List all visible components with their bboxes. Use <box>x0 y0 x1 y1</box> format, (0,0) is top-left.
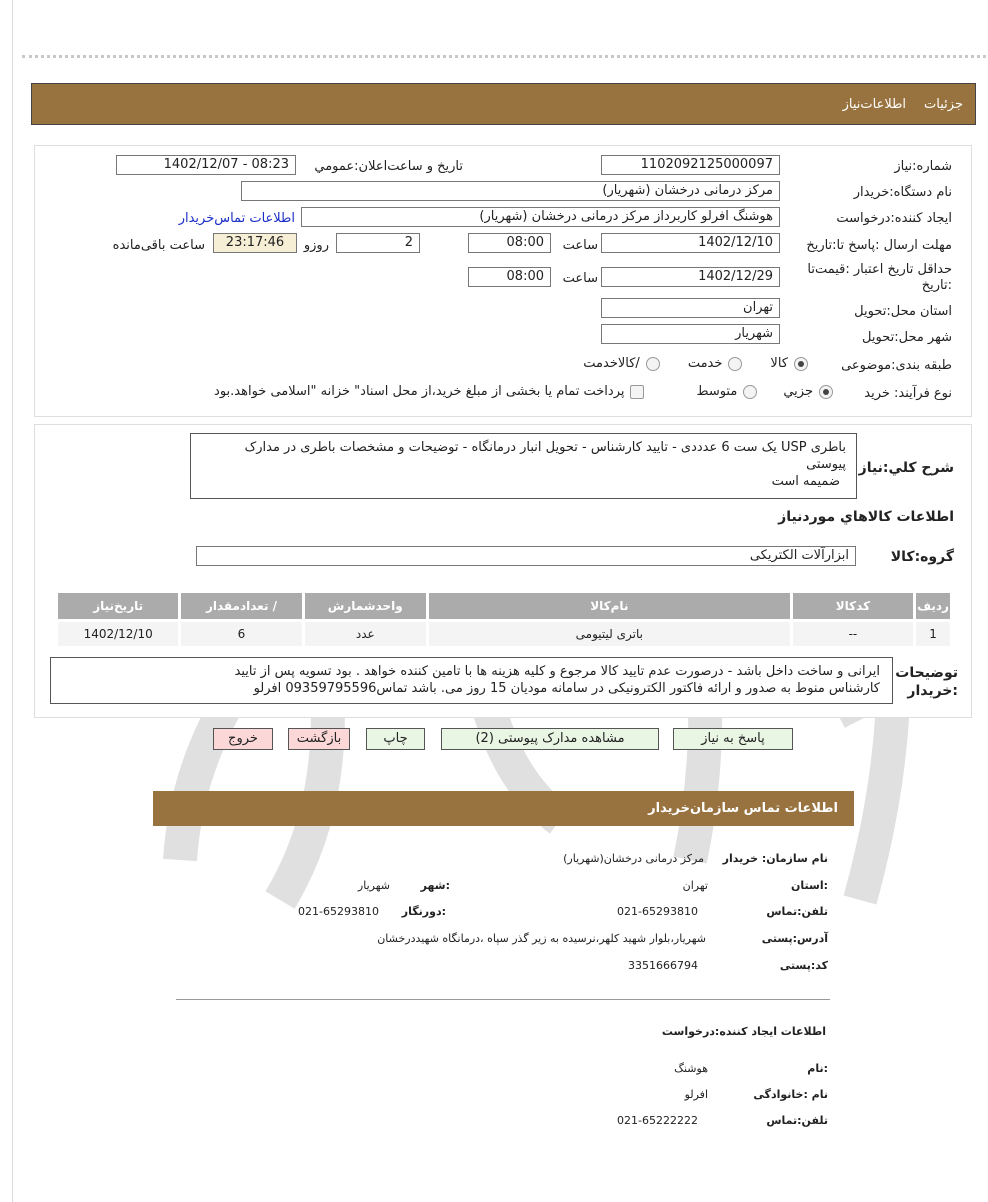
creator-family-value: افرلو <box>684 1088 708 1101</box>
summary-box <box>190 433 857 499</box>
validity-label: حداقل تاریخ اعتبار :قیمت‌تا :تاریخ <box>807 262 952 293</box>
table-row <box>58 622 950 646</box>
org-name-value: مرکز درمانی درخشان(شهریار) <box>563 852 704 865</box>
announce-date-field: 1402/12/07 - 08:23 <box>116 155 296 175</box>
creator-phone-label: تلفن:تماس <box>766 1114 828 1127</box>
countdown-timer: 23:17:46 <box>213 233 297 253</box>
days-field: 2 <box>336 233 420 253</box>
goods-info-heading: اطلاعات کالاهاي موردنیاز <box>778 509 954 525</box>
buyer-contact-link[interactable]: اطلاعات تماس‌خریدار <box>178 211 295 226</box>
city-label: شهر محل:تحویل <box>862 330 952 345</box>
deadline-time-field: 08:00 <box>468 233 551 253</box>
buyer-notes-line-1: ایرانی و ساخت داخل باشد - درصورت عدم تایید کالا مرجوع و کلیه هزینه ها با تامین کننده خواهد . بود تسویه پس از تایید <box>234 664 880 679</box>
summary-label: شرح کلي:نیاز <box>858 460 954 476</box>
goods-table <box>55 590 953 649</box>
deadline-hour-label: ساعت <box>562 238 598 253</box>
contact-postal-value: 3351666794 <box>628 959 698 972</box>
creator-info-heading: اطلاعات ایجاد کننده:درخواست <box>661 1025 826 1038</box>
cell-need-date: 1402/12/10 <box>58 622 178 646</box>
creator-phone-value: 021-65222222 <box>617 1114 698 1127</box>
summary-text-line-1: باطری USP یک ست 6 عدددی - تایید کارشناس - تحویل انبار درمانگاه - توضیحات و مشخصات باطری در مدارک پیوستی <box>244 440 846 472</box>
category-label: طبقه بندی:موضوعی <box>841 358 952 373</box>
col-goods-code: کدکالا <box>793 593 913 619</box>
validity-hour-label: ساعت <box>562 271 598 286</box>
summary-text-line-2: ضمیمه است <box>771 474 840 489</box>
goods-group-label: گروه:کالا <box>890 549 954 565</box>
top-dotted-separator <box>22 55 986 58</box>
process-radio-group <box>214 384 833 399</box>
col-row-number: ردیف <box>916 593 950 619</box>
contact-fax-value: 021-65293810 <box>298 905 379 918</box>
process-type-label: نوع فرآیند: خرید <box>864 386 952 401</box>
contact-divider <box>176 999 830 1000</box>
buyer-notes-label-line-1: توضیحات <box>895 665 958 681</box>
city-field: شهریار <box>601 324 780 344</box>
tab-need-info[interactable]: اطلاعات‌نیاز <box>842 96 907 112</box>
need-number-field: 1102092125000097 <box>601 155 780 175</box>
col-need-date: تاریخ‌نیاز <box>58 593 178 619</box>
left-page-rule <box>12 0 13 1202</box>
deadline-label: مهلت ارسال :پاسخ تا:تاریخ <box>806 238 952 253</box>
col-goods-name: نام‌کالا <box>429 593 790 619</box>
radio-partial[interactable] <box>819 385 833 399</box>
radio-medium[interactable] <box>743 385 757 399</box>
contact-phone-value: 021-65293810 <box>617 905 698 918</box>
creator-field: هوشنگ افرلو کاربرداز مرکز درمانی درخشان (شهریار) <box>301 207 780 227</box>
contact-province-value: تهران <box>682 879 708 892</box>
radio-goods-service[interactable] <box>646 357 660 371</box>
cell-quantity: 6 <box>181 622 301 646</box>
radio-goods[interactable] <box>794 357 808 371</box>
announce-date-label: تاریخ و ساعت‌اعلان:عمومي <box>314 159 463 174</box>
creator-label: ایجاد کننده:درخواست <box>836 211 952 226</box>
buyer-notes-box <box>50 657 893 704</box>
contact-address-value: شهریار،بلوار شهید کلهر،نرسیده به زیر گذر سپاه ،درمانگاه شهیددرخشان <box>377 932 706 945</box>
province-field: تهران <box>601 298 780 318</box>
radio-medium-label: متوسط <box>696 384 738 399</box>
radio-service[interactable] <box>728 357 742 371</box>
buyer-org-field: مرکز درمانی درخشان (شهریار) <box>241 181 780 201</box>
buyer-org-label: نام دستگاه:خریدار <box>853 185 952 200</box>
buyer-notes-line-2: کارشناس منوط به صدور و ارائه فاکتور الکترونیکی در سامانه مودیان 15 روز می. باشد تماس09359795596 افرلو <box>253 681 880 696</box>
deadline-date-field: 1402/12/10 <box>601 233 780 253</box>
contact-address-label: آدرس:پستی <box>761 932 828 945</box>
exit-button[interactable]: خروج <box>213 728 273 750</box>
radio-partial-label: جزیي <box>783 384 813 399</box>
col-quantity: / تعدادمقدار <box>181 593 301 619</box>
org-name-label: نام سازمان: خریدار <box>722 852 828 865</box>
province-label: استان محل:تحویل <box>854 304 952 319</box>
print-button[interactable]: چاپ <box>366 728 425 750</box>
contact-phone-label: تلفن:تماس <box>766 905 828 918</box>
reply-button[interactable]: پاسخ به نیاز <box>673 728 793 750</box>
radio-goods-label: کالا <box>770 356 788 371</box>
contact-fax-label: :دورنگار <box>401 905 446 918</box>
contact-city-value: شهریار <box>357 879 390 892</box>
buyer-notes-label <box>895 664 958 700</box>
treasury-payment-note: پرداخت تمام یا بخشی از مبلغ خرید،از محل اسناد" خزانه "اسلامی خواهد.بود <box>214 384 625 399</box>
remaining-time-label: ساعت باقی‌مانده <box>112 238 205 253</box>
buyer-contact-header: اطلاعات تماس سازمان‌خریدار <box>153 791 854 826</box>
need-number-label: شماره:نیاز <box>894 159 952 174</box>
cell-row-number: 1 <box>916 622 950 646</box>
treasury-payment-checkbox[interactable] <box>630 385 644 399</box>
radio-goods-service-label: /کالاخدمت <box>583 356 640 371</box>
category-radio-group <box>583 356 808 371</box>
day-label: روزو <box>303 238 329 253</box>
validity-time-field: 08:00 <box>468 267 551 287</box>
page-header-bar <box>31 83 976 125</box>
buyer-notes-label-line-2: :خریدار <box>907 683 958 699</box>
contact-province-label: :استان <box>791 879 828 892</box>
creator-family-label: نام :خانوادگی <box>753 1088 828 1101</box>
creator-name-label: :نام <box>807 1062 828 1075</box>
tab-details[interactable]: جزئیات <box>924 96 963 112</box>
radio-service-label: خدمت <box>687 356 723 371</box>
cell-goods-code: -- <box>793 622 913 646</box>
back-button[interactable]: بازگشت <box>288 728 350 750</box>
col-unit: واحدشمارش <box>305 593 426 619</box>
cell-goods-name: باتری لیتیومی <box>429 622 790 646</box>
contact-postal-label: کد:پستی <box>779 959 828 972</box>
validity-date-field: 1402/12/29 <box>601 267 780 287</box>
goods-table-header-row <box>58 593 950 619</box>
goods-group-field: ابزارآلات الکتریکی <box>196 546 856 566</box>
cell-unit: عدد <box>305 622 426 646</box>
view-attachments-button[interactable]: مشاهده مدارک پیوستی (2) <box>441 728 659 750</box>
contact-city-label: :شهر <box>420 879 450 892</box>
creator-name-value: هوشنگ <box>674 1062 708 1075</box>
